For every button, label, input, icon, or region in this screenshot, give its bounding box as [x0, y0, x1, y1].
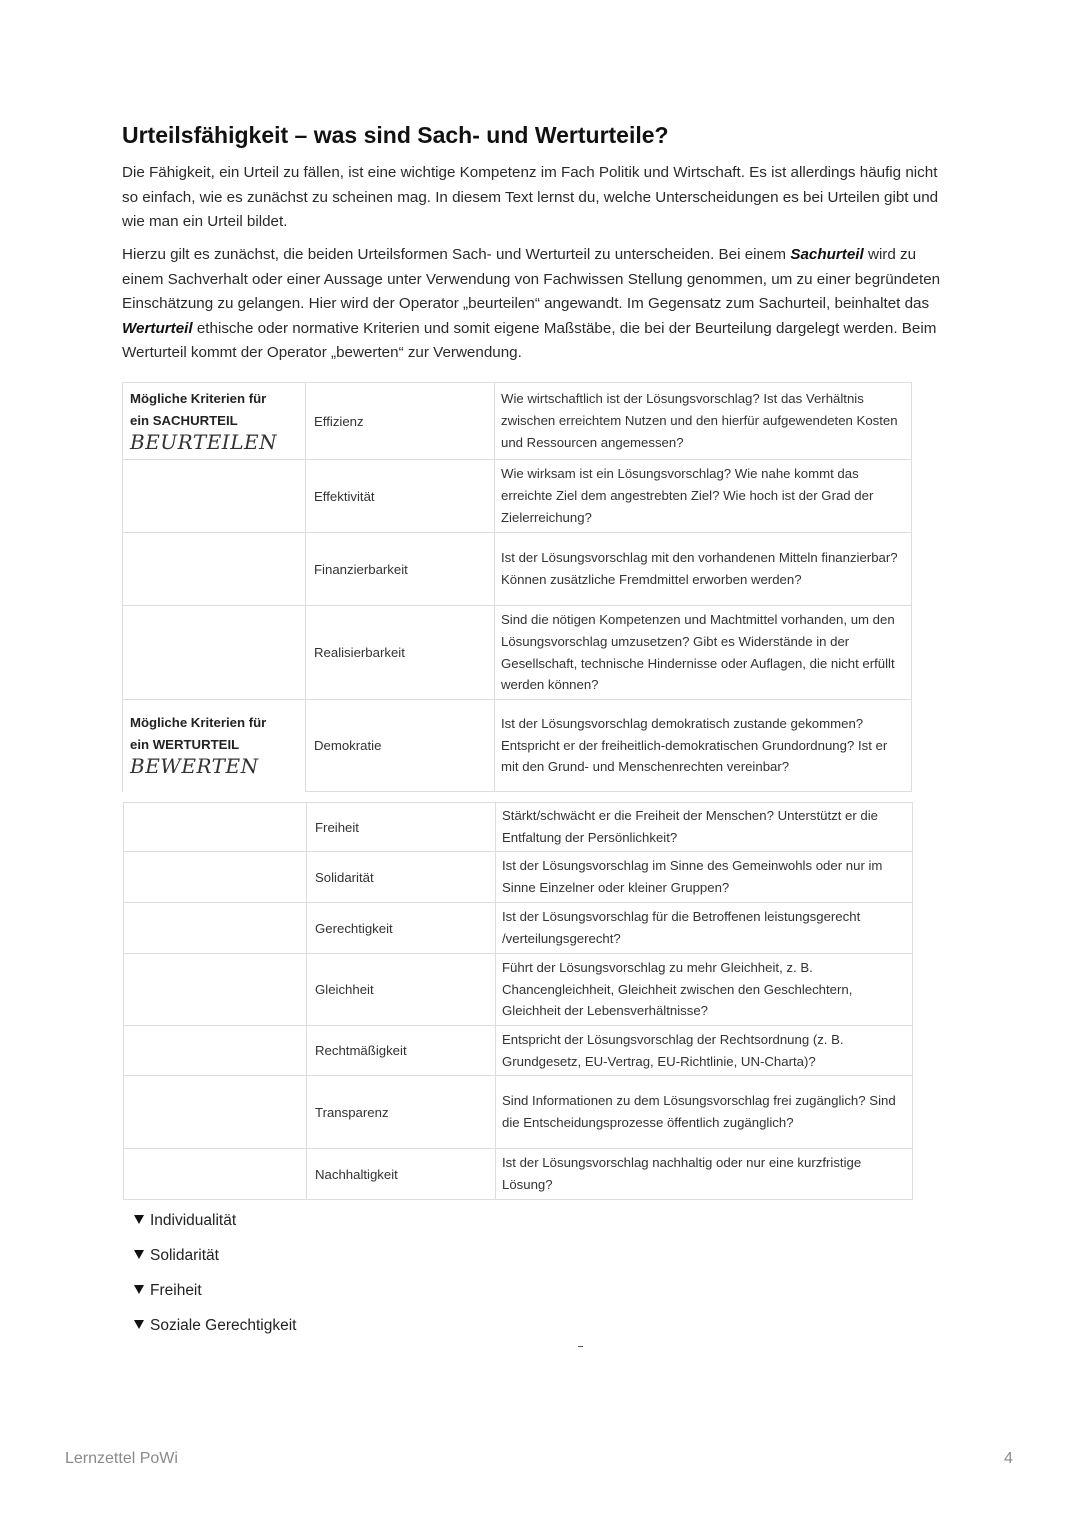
- triangle-down-icon: [134, 1285, 144, 1294]
- table-row: [123, 606, 912, 700]
- question-cell: Sind Informationen zu dem Lösungsvorschlag frei zugänglich? Sind die Entscheidungsprozesse öffentlich zugänglich?: [496, 1076, 913, 1149]
- triangle-down-icon: [134, 1215, 144, 1224]
- definition-paragraph: Hierzu gilt es zunächst, die beiden Urteilsformen Sach- und Werturteil zu unterscheiden. Bei einem Sachurteil wird zu einem Sachverhalt oder einer Aussage unter Verwendung von Fachwissen Stellung genommen, um zu einer begründeten Einschätzung zu gelangen. Hier wird der Operator „beurteilen“ angewandt. Im Gegensatz zum Sachurteil, beinhaltet das Werturteil ethische oder normative Kriterien und somit eigene Maßstäbe, die bei der Beurteilung dargelegt werden. Beim Werturteil kommt der Operator „bewerten“ zur Verwendung.: [122, 246, 941, 361]
- wert-heading: Mögliche Kriterien für ein WERTURTEIL: [130, 715, 267, 752]
- table-row: [124, 1076, 913, 1149]
- term-werturteil: Werturteil: [122, 319, 193, 337]
- criterion-cell: Gleichheit: [307, 954, 496, 1026]
- list-item: Solidarität: [134, 1244, 296, 1279]
- triangle-down-icon: [134, 1320, 144, 1329]
- criterion-cell: Nachhaltigkeit: [307, 1149, 496, 1200]
- criteria-table-part2: [123, 802, 913, 1200]
- question-cell: Ist der Lösungsvorschlag für die Betroffenen leistungsgerecht /verteilungsgerecht?: [496, 903, 913, 954]
- criterion-cell: Effizienz: [306, 383, 495, 460]
- divider: [578, 1346, 583, 1347]
- table-row: [124, 903, 913, 954]
- question-cell: Ist der Lösungsvorschlag im Sinne des Gemeinwohls oder nur im Sinne Einzelner oder kleiner Gruppen?: [496, 852, 913, 903]
- page-title: Urteilsfähigkeit – was sind Sach- und Werturteile?: [122, 122, 669, 148]
- list-item: Soziale Gerechtigkeit: [134, 1314, 296, 1349]
- question-cell: Entspricht der Lösungsvorschlag der Rechtsordnung (z. B. Grundgesetz, EU-Vertrag, EU-Richtlinie, UN-Charta)?: [496, 1026, 913, 1076]
- criterion-cell: Gerechtigkeit: [307, 903, 496, 954]
- sach-heading: Mögliche Kriterien für ein SACHURTEIL: [130, 391, 267, 428]
- question-cell: Führt der Lösungsvorschlag zu mehr Gleichheit, z. B. Chancengleichheit, Gleichheit zwischen den Geschlechtern, Gleichheit der Lebensverhältnisse?: [496, 954, 913, 1026]
- list-item: Freiheit: [134, 1279, 296, 1314]
- handwritten-note-bewerten: BEWERTEN: [130, 754, 259, 778]
- criterion-cell: Transparenz: [307, 1076, 496, 1149]
- table-row: [124, 1026, 913, 1076]
- footer-title: Lernzettel PoWi: [65, 1450, 178, 1467]
- question-cell: Ist der Lösungsvorschlag demokratisch zustande gekommen? Entspricht er der freiheitlich-demokratischen Grundordnung? Ist er mit den Grund- und Menschenrechten vereinbar?: [495, 700, 912, 792]
- table-row: [123, 383, 912, 460]
- question-cell: Wie wirtschaftlich ist der Lösungsvorschlag? Ist das Verhältnis zwischen erreichtem Nutzen und den hierfür aufgewendeten Kosten und Ressourcen angemessen?: [495, 383, 912, 460]
- table-row: [124, 1149, 913, 1200]
- table-row: [124, 954, 913, 1026]
- table-row: [124, 803, 913, 852]
- criterion-cell: Finanzierbarkeit: [306, 533, 495, 606]
- criterion-cell: Demokratie: [306, 700, 495, 792]
- question-cell: Ist der Lösungsvorschlag mit den vorhandenen Mitteln finanzierbar? Können zusätzliche Fremdmittel erworben werden?: [495, 533, 912, 606]
- table-row: [123, 700, 912, 792]
- criteria-table-part1: [122, 382, 912, 792]
- question-cell: Sind die nötigen Kompetenzen und Machtmittel vorhanden, um den Lösungsvorschlag umzusetzen? Gibt es Widerstände in der Gesellschaft, technische Hindernisse oder Auflagen, die nicht erfüllt werden können?: [495, 606, 912, 700]
- table-row: [124, 852, 913, 903]
- table-row: [123, 533, 912, 606]
- criterion-cell: Rechtmäßigkeit: [307, 1026, 496, 1076]
- term-sachurteil: Sachurteil: [790, 246, 864, 263]
- handwritten-note-beurteilen: BEURTEILEN: [130, 430, 278, 454]
- wert-heading-cell: [123, 700, 306, 792]
- page-number: 4: [1004, 1450, 1013, 1467]
- table-row: [123, 460, 912, 533]
- criterion-cell: Solidarität: [307, 852, 496, 903]
- question-cell: Stärkt/schwächt er die Freiheit der Menschen? Unterstützt er die Entfaltung der Persönlichkeit?: [496, 803, 913, 852]
- criterion-cell: Realisierbarkeit: [306, 606, 495, 700]
- intro-paragraph: Die Fähigkeit, ein Urteil zu fällen, ist eine wichtige Kompetenz im Fach Politik und Wirtschaft. Es ist allerdings häufig nicht so einfach, wie es zunächst zu scheinen mag. In diesem Text lernst du, welche Unterscheidungen es bei Urteilen gibt und wie man ein Urteil bildet.: [122, 164, 939, 230]
- question-cell: Ist der Lösungsvorschlag nachhaltig oder nur eine kurzfristige Lösung?: [496, 1149, 913, 1200]
- question-cell: Wie wirksam ist ein Lösungsvorschlag? Wie nahe kommt das erreichte Ziel dem angestrebten Ziel? Wie hoch ist der Grad der Zielerreichung?: [495, 460, 912, 533]
- triangle-down-icon: [134, 1250, 144, 1259]
- list-item: Individualität: [134, 1209, 296, 1244]
- sach-heading-cell: [123, 383, 306, 460]
- criterion-cell: Effektivität: [306, 460, 495, 533]
- criterion-cell: Freiheit: [307, 803, 496, 852]
- values-list: [134, 1209, 296, 1349]
